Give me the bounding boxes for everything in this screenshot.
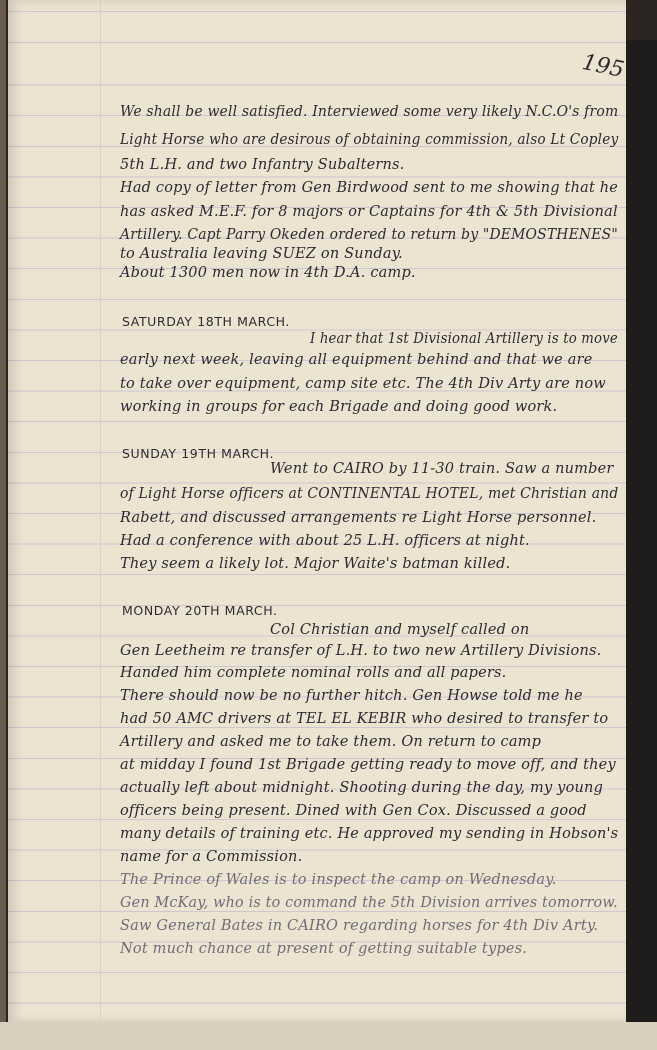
text-line: Saw General Bates in CAIRO regarding horses for 4th Div Arty. xyxy=(120,918,599,934)
text-line: Went to CAIRO by 11-30 train. Saw a number xyxy=(270,461,614,477)
text-line: The Prince of Wales is to inspect the camp on Wednesday. xyxy=(120,872,557,888)
book-binding xyxy=(0,0,6,1050)
text-line: Had a conference with about 25 L.H. officers at night. xyxy=(120,533,530,549)
text-line: Col Christian and myself called on xyxy=(270,622,530,638)
page-stack-edge xyxy=(0,1022,657,1050)
date-heading: MONDAY 20TH MARCH. xyxy=(122,603,278,618)
text-line: early next week, leaving all equipment behind and that we are xyxy=(120,352,593,368)
text-line: Not much chance at present of getting suitable types. xyxy=(120,941,528,957)
text-line: many details of training etc. He approved my sending in Hobson's xyxy=(120,826,619,842)
text-line: name for a Commission. xyxy=(120,849,303,865)
text-line: to Australia leaving SUEZ on Sunday. xyxy=(120,246,403,262)
date-heading: SATURDAY 18TH MARCH. xyxy=(122,314,291,329)
margin-rule xyxy=(100,0,101,1022)
text-line: Had copy of letter from Gen Birdwood sent to me showing that he xyxy=(120,180,619,196)
page-number: 195 xyxy=(579,49,627,84)
text-line: About 1300 men now in 4th D.A. camp. xyxy=(120,265,416,281)
text-line: actually left about midnight. Shooting during the day, my young xyxy=(120,780,604,796)
text-line: Handed him complete nominal rolls and all papers. xyxy=(120,665,507,681)
text-line: Gen Leetheim re transfer of L.H. to two new Artillery Divisions. xyxy=(120,643,602,659)
text-line: Artillery and asked me to take them. On return to camp xyxy=(120,734,542,750)
text-line: Gen McKay, who is to command the 5th Division arrives tomorrow. xyxy=(120,895,618,911)
text-line: 5th L.H. and two Infantry Subalterns. xyxy=(120,157,405,173)
text-line: working in groups for each Brigade and doing good work. xyxy=(120,399,558,415)
text-line: of Light Horse officers at CONTINENTAL HOTEL, met Christian and xyxy=(120,486,619,502)
text-line: We shall be well satisfied. Interviewed some very likely N.C.O's from xyxy=(120,104,619,120)
text-line: Light Horse who are desirous of obtaining commission, also Lt Copley xyxy=(120,132,619,148)
text-line: to take over equipment, camp site etc. The 4th Div Arty are now xyxy=(120,376,606,392)
text-line: There should now be no further hitch. Gen Howse told me he xyxy=(120,688,583,704)
text-line: at midday I found 1st Brigade getting ready to move off, and they xyxy=(120,757,616,773)
text-line: I hear that 1st Divisional Artillery is to move xyxy=(310,331,618,347)
text-line: Artillery. Capt Parry Okeden ordered to return by "DEMOSTHENES" xyxy=(120,227,618,243)
text-line: Rabett, and discussed arrangements re Light Horse personnel. xyxy=(120,510,597,526)
diary-page xyxy=(8,0,626,1022)
text-line: officers being present. Dined with Gen Cox. Discussed a good xyxy=(120,803,587,819)
text-line: had 50 AMC drivers at TEL EL KEBIR who desired to transfer to xyxy=(120,711,609,727)
book-cover-edge xyxy=(626,40,657,1040)
text-line: They seem a likely lot. Major Waite's batman killed. xyxy=(120,556,511,572)
date-heading: SUNDAY 19TH MARCH. xyxy=(122,446,275,461)
text-line: has asked M.E.F. for 8 majors or Captains for 4th & 5th Divisional xyxy=(120,204,618,220)
